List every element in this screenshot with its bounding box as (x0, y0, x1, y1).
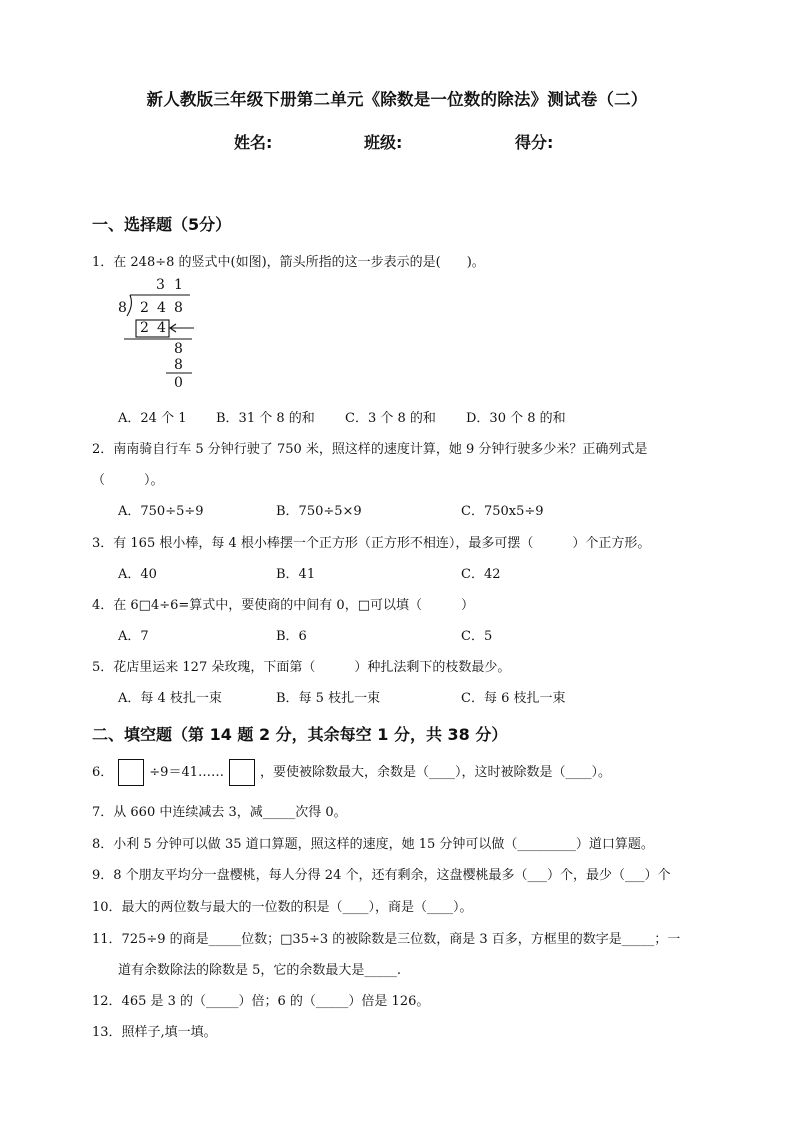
divisor: 8 (118, 300, 127, 316)
option-c: C．750x5÷9 (461, 504, 544, 519)
section-heading-fill: 二、填空题（第 14 题 2 分，其余每空 1 分，共 38 分） (92, 725, 508, 744)
question-4: 4．在 6□4÷6=算式中，要使商的中间有 0，□可以填（ ） (92, 598, 474, 613)
question-3: 3．有 165 根小棒，每 4 根小棒摆一个正方形（正方形不相连），最多可摆（ ）个正方形。 (92, 536, 651, 551)
option-b: B．41 (276, 567, 316, 582)
answer-box[interactable] (229, 759, 255, 786)
option-c: C．3 个 8 的和 (345, 411, 436, 426)
name-label: 姓名: (234, 133, 273, 152)
boxed-digit: 2 (140, 320, 149, 336)
question-11-line-2: 道有余数除法的除数是 5，它的余数最大是_____. (118, 963, 402, 978)
question-7: 7．从 660 中连续减去 3，减_____次得 0。 (92, 805, 347, 820)
option-a: A．每 4 枝扎一束 (118, 691, 222, 706)
question-text: ，要使被除数最大，余数是（____），这时被除数是（____）。 (260, 765, 612, 780)
dividend-digit: 8 (174, 300, 183, 316)
question-9: 9．8 个朋友平均分一盘樱桃，每人分得 24 个，还有剩余，这盘樱桃最多（___）个，最少（___）个 (92, 868, 671, 883)
question-13: 13．照样子,填一填。 (92, 1025, 217, 1040)
option-b: B．6 (276, 629, 307, 644)
question-number: 6． (92, 765, 114, 780)
remainder: 0 (174, 375, 183, 391)
option-a: A．40 (118, 567, 157, 582)
long-division-figure (110, 277, 210, 395)
class-label: 班级: (364, 133, 403, 152)
question-1: 1．在 248÷8 的竖式中(如图)，箭头所指的这一步表示的是( )。 (92, 255, 485, 270)
score-label: 得分: (515, 133, 554, 152)
question-10: 10．最大的两位数与最大的一位数的积是（____），商是（____）。 (92, 900, 473, 915)
question-11-line-1: 11．725÷9 的商是_____位数；□35÷3 的被除数是三位数，商是 3 百多，方框里的数字是_____；一 (92, 932, 681, 947)
dividend-digit: 4 (157, 300, 166, 316)
option-a: A．750÷5÷9 (118, 504, 204, 519)
division-bracket-lines (110, 277, 210, 395)
page-title: 新人教版三年级下册第二单元《除数是一位数的除法》测试卷（二） (146, 90, 648, 109)
option-c: C．每 6 枝扎一束 (461, 691, 566, 706)
option-a: A．24 个 1 (118, 411, 187, 426)
option-d: D．30 个 8 的和 (466, 411, 566, 426)
question-text: ÷9＝41…… (149, 765, 224, 780)
section-heading-choice: 一、选择题（5分） (92, 215, 232, 234)
option-c: C．42 (461, 567, 501, 582)
boxed-digit: 4 (157, 320, 166, 336)
question-8: 8．小利 5 分钟可以做 35 道口算题，照这样的速度，她 15 分钟可以做（_________）道口算题。 (92, 837, 654, 852)
option-b: B．每 5 枝扎一束 (276, 691, 381, 706)
option-a: A．7 (118, 629, 149, 644)
answer-box[interactable] (118, 759, 144, 786)
step-value: 8 (174, 341, 183, 357)
option-b: B．31 个 8 的和 (216, 411, 315, 426)
quotient-digit: 1 (174, 277, 183, 293)
option-b: B．750÷5×9 (276, 504, 362, 519)
option-c: C．5 (461, 629, 493, 644)
step-value: 8 (174, 357, 183, 373)
question-5: 5．花店里运来 127 朵玫瑰，下面第（ ）种扎法剩下的枝数最少。 (92, 660, 511, 675)
question-12: 12．465 是 3 的（_____）倍；6 的（_____）倍是 126。 (92, 994, 430, 1009)
dividend-digit: 2 (140, 300, 149, 316)
question-2-blank: （ ）。 (92, 473, 164, 488)
quotient-digit: 3 (156, 277, 165, 293)
question-6 (92, 759, 611, 786)
question-2: 2．南南骑自行车 5 分钟行驶了 750 米，照这样的速度计算，她 9 分钟行驶多少米？正确列式是 (92, 442, 648, 457)
